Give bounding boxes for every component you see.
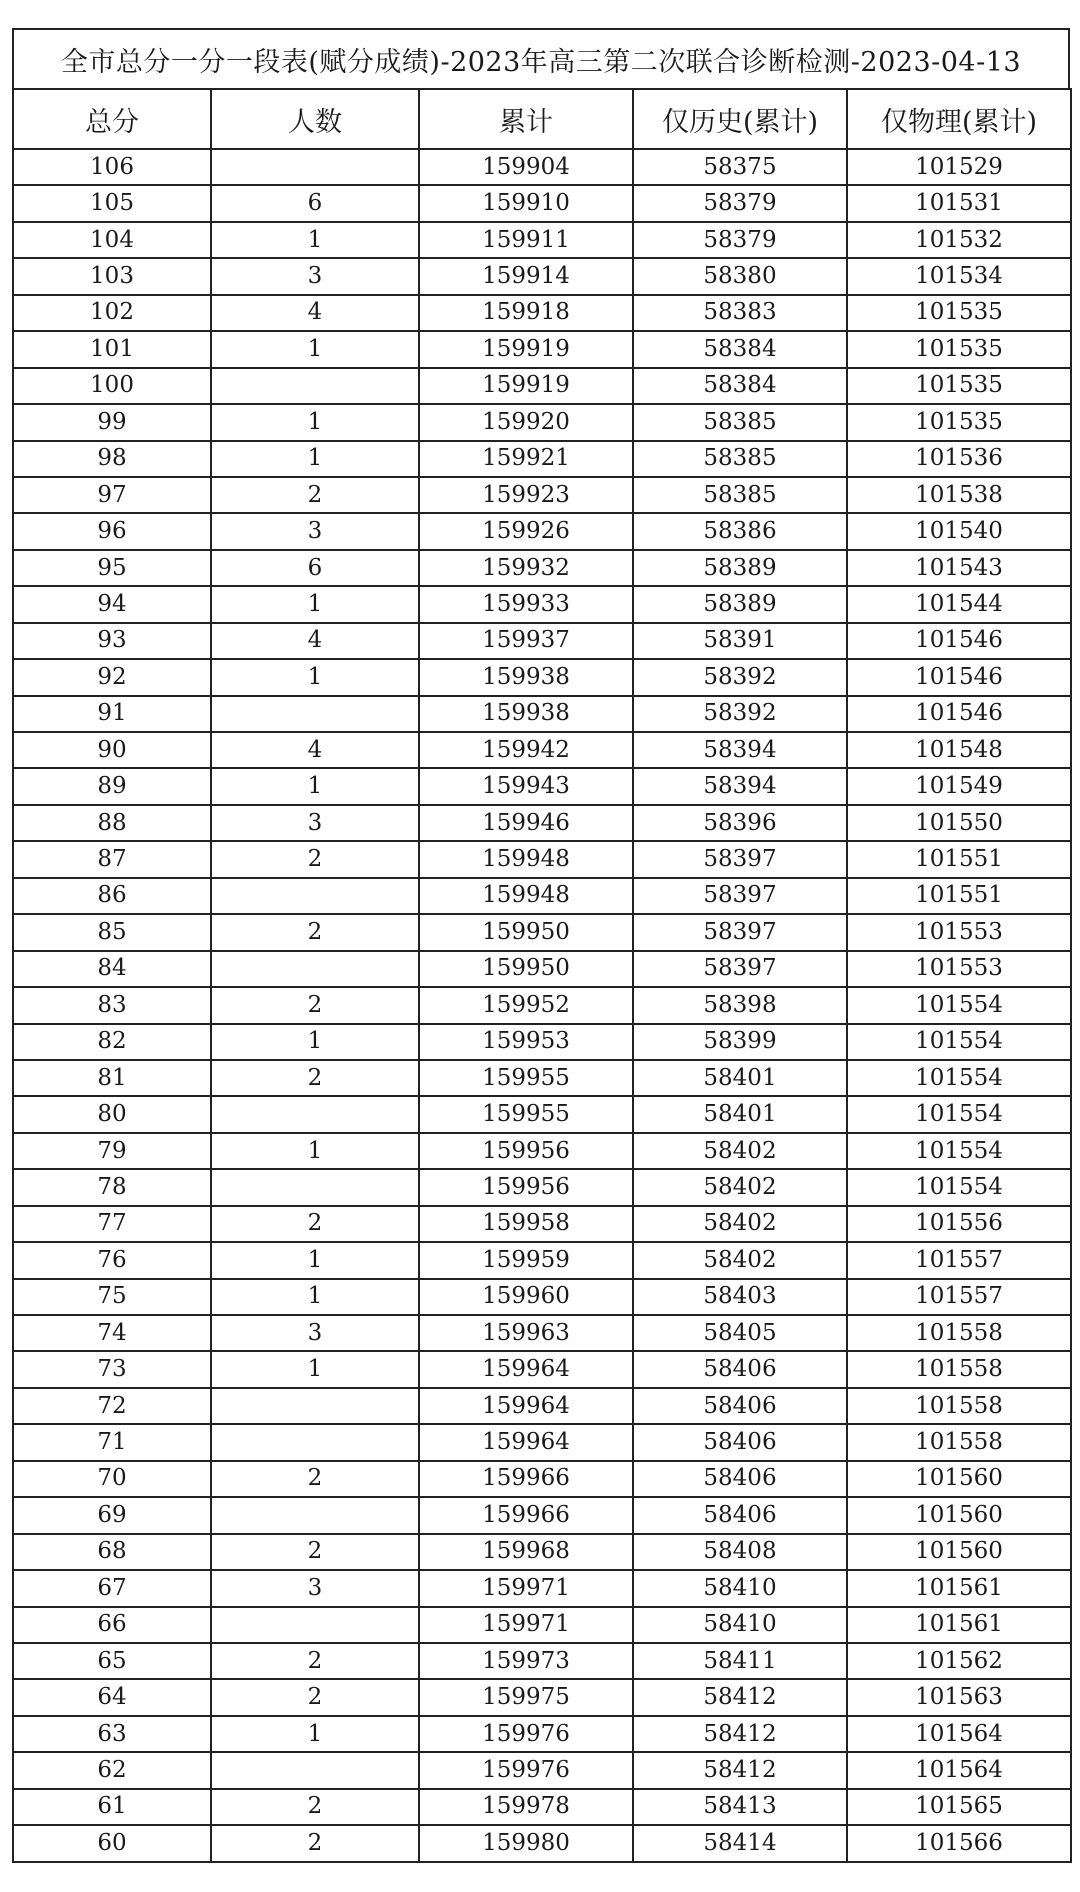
- cell-history-cumulative: 58402: [633, 1133, 847, 1169]
- cell-total-score: 71: [13, 1424, 211, 1460]
- table-row: [13, 258, 1071, 294]
- cell-history-cumulative: 58396: [633, 805, 847, 841]
- cell-total-score: 60: [13, 1825, 211, 1861]
- cell-count: 1: [211, 1133, 419, 1169]
- cell-cumulative: 159976: [419, 1752, 633, 1788]
- cell-physics-cumulative: 101540: [847, 513, 1071, 549]
- cell-total-score: 94: [13, 586, 211, 622]
- cell-physics-cumulative: 101534: [847, 258, 1071, 294]
- cell-physics-cumulative: 101554: [847, 1096, 1071, 1132]
- cell-count: [211, 1497, 419, 1533]
- cell-total-score: 78: [13, 1169, 211, 1205]
- cell-cumulative: 159964: [419, 1351, 633, 1387]
- cell-total-score: 68: [13, 1534, 211, 1570]
- cell-history-cumulative: 58401: [633, 1096, 847, 1132]
- cell-count: [211, 696, 419, 732]
- header-count: 人数: [211, 89, 419, 149]
- cell-history-cumulative: 58414: [633, 1825, 847, 1861]
- cell-physics-cumulative: 101561: [847, 1607, 1071, 1643]
- cell-cumulative: 159978: [419, 1789, 633, 1825]
- cell-physics-cumulative: 101557: [847, 1242, 1071, 1278]
- table-row: [13, 1461, 1071, 1497]
- cell-total-score: 67: [13, 1570, 211, 1606]
- table-row: [13, 1096, 1071, 1132]
- cell-count: [211, 951, 419, 987]
- cell-count: 4: [211, 295, 419, 331]
- cell-cumulative: 159946: [419, 805, 633, 841]
- table-row: [13, 1789, 1071, 1825]
- cell-history-cumulative: 58383: [633, 295, 847, 331]
- table-row: [13, 295, 1071, 331]
- cell-count: 1: [211, 222, 419, 258]
- cell-history-cumulative: 58410: [633, 1607, 847, 1643]
- cell-physics-cumulative: 101558: [847, 1351, 1071, 1387]
- cell-cumulative: 159953: [419, 1024, 633, 1060]
- cell-count: 2: [211, 477, 419, 513]
- cell-total-score: 105: [13, 185, 211, 221]
- cell-physics-cumulative: 101566: [847, 1825, 1071, 1861]
- cell-cumulative: 159919: [419, 368, 633, 404]
- cell-physics-cumulative: 101550: [847, 805, 1071, 841]
- cell-history-cumulative: 58399: [633, 1024, 847, 1060]
- cell-history-cumulative: 58398: [633, 987, 847, 1023]
- cell-cumulative: 159904: [419, 149, 633, 185]
- cell-cumulative: 159956: [419, 1133, 633, 1169]
- cell-count: 1: [211, 768, 419, 804]
- cell-total-score: 61: [13, 1789, 211, 1825]
- cell-history-cumulative: 58412: [633, 1752, 847, 1788]
- cell-physics-cumulative: 101558: [847, 1315, 1071, 1351]
- table-row: [13, 149, 1071, 185]
- cell-count: [211, 1752, 419, 1788]
- table-row: [13, 1242, 1071, 1278]
- table-row: [13, 1388, 1071, 1424]
- cell-physics-cumulative: 101556: [847, 1206, 1071, 1242]
- cell-count: 1: [211, 1279, 419, 1315]
- cell-total-score: 87: [13, 841, 211, 877]
- table-row: [13, 550, 1071, 586]
- cell-cumulative: 159918: [419, 295, 633, 331]
- header-total-score: 总分: [13, 89, 211, 149]
- cell-total-score: 106: [13, 149, 211, 185]
- cell-cumulative: 159948: [419, 841, 633, 877]
- cell-count: [211, 1424, 419, 1460]
- cell-physics-cumulative: 101543: [847, 550, 1071, 586]
- cell-total-score: 102: [13, 295, 211, 331]
- table-row: [13, 368, 1071, 404]
- cell-history-cumulative: 58380: [633, 258, 847, 294]
- cell-physics-cumulative: 101535: [847, 331, 1071, 367]
- cell-cumulative: 159921: [419, 441, 633, 477]
- cell-total-score: 70: [13, 1461, 211, 1497]
- table-row: [13, 1570, 1071, 1606]
- cell-cumulative: 159932: [419, 550, 633, 586]
- cell-history-cumulative: 58391: [633, 623, 847, 659]
- cell-total-score: 63: [13, 1716, 211, 1752]
- header-history-cumulative: 仅历史(累计): [633, 89, 847, 149]
- cell-history-cumulative: 58406: [633, 1351, 847, 1387]
- cell-count: [211, 1096, 419, 1132]
- cell-physics-cumulative: 101532: [847, 222, 1071, 258]
- table-row: [13, 1060, 1071, 1096]
- table-row: [13, 987, 1071, 1023]
- cell-count: [211, 368, 419, 404]
- cell-physics-cumulative: 101561: [847, 1570, 1071, 1606]
- table-row: [13, 1024, 1071, 1060]
- cell-cumulative: 159920: [419, 404, 633, 440]
- cell-physics-cumulative: 101538: [847, 477, 1071, 513]
- cell-total-score: 80: [13, 1096, 211, 1132]
- cell-total-score: 104: [13, 222, 211, 258]
- cell-history-cumulative: 58394: [633, 768, 847, 804]
- cell-cumulative: 159943: [419, 768, 633, 804]
- table-row: [13, 1679, 1071, 1715]
- cell-count: 3: [211, 1315, 419, 1351]
- cell-total-score: 103: [13, 258, 211, 294]
- cell-cumulative: 159919: [419, 331, 633, 367]
- cell-count: 3: [211, 258, 419, 294]
- cell-total-score: 95: [13, 550, 211, 586]
- cell-cumulative: 159911: [419, 222, 633, 258]
- table-title: 全市总分一分一段表(赋分成绩)-2023年高三第二次联合诊断检测-2023-04-13: [12, 28, 1070, 88]
- cell-cumulative: 159952: [419, 987, 633, 1023]
- cell-count: 1: [211, 404, 419, 440]
- cell-count: 2: [211, 1789, 419, 1825]
- cell-history-cumulative: 58392: [633, 696, 847, 732]
- cell-cumulative: 159964: [419, 1388, 633, 1424]
- cell-count: 1: [211, 1716, 419, 1752]
- table-row: [13, 1351, 1071, 1387]
- cell-cumulative: 159959: [419, 1242, 633, 1278]
- cell-history-cumulative: 58385: [633, 404, 847, 440]
- cell-count: [211, 1169, 419, 1205]
- header-physics-cumulative: 仅物理(累计): [847, 89, 1071, 149]
- cell-cumulative: 159923: [419, 477, 633, 513]
- table-row: [13, 951, 1071, 987]
- score-distribution-sheet: [12, 28, 1070, 1863]
- cell-cumulative: 159955: [419, 1060, 633, 1096]
- cell-cumulative: 159933: [419, 586, 633, 622]
- cell-history-cumulative: 58402: [633, 1206, 847, 1242]
- cell-total-score: 75: [13, 1279, 211, 1315]
- cell-total-score: 97: [13, 477, 211, 513]
- table-row: [13, 404, 1071, 440]
- cell-count: 3: [211, 1570, 419, 1606]
- cell-total-score: 81: [13, 1060, 211, 1096]
- cell-physics-cumulative: 101548: [847, 732, 1071, 768]
- cell-total-score: 99: [13, 404, 211, 440]
- cell-cumulative: 159973: [419, 1643, 633, 1679]
- cell-count: 2: [211, 1534, 419, 1570]
- cell-physics-cumulative: 101560: [847, 1534, 1071, 1570]
- cell-total-score: 86: [13, 878, 211, 914]
- cell-cumulative: 159910: [419, 185, 633, 221]
- cell-cumulative: 159966: [419, 1497, 633, 1533]
- cell-total-score: 96: [13, 513, 211, 549]
- table-row: [13, 1206, 1071, 1242]
- cell-physics-cumulative: 101557: [847, 1279, 1071, 1315]
- cell-total-score: 84: [13, 951, 211, 987]
- cell-history-cumulative: 58411: [633, 1643, 847, 1679]
- cell-count: 2: [211, 987, 419, 1023]
- table-row: [13, 477, 1071, 513]
- cell-total-score: 79: [13, 1133, 211, 1169]
- cell-total-score: 100: [13, 368, 211, 404]
- cell-physics-cumulative: 101560: [847, 1461, 1071, 1497]
- table-row: [13, 841, 1071, 877]
- table-row: [13, 1643, 1071, 1679]
- cell-physics-cumulative: 101536: [847, 441, 1071, 477]
- cell-count: 1: [211, 586, 419, 622]
- cell-physics-cumulative: 101563: [847, 1679, 1071, 1715]
- cell-history-cumulative: 58406: [633, 1424, 847, 1460]
- cell-physics-cumulative: 101554: [847, 1060, 1071, 1096]
- cell-cumulative: 159968: [419, 1534, 633, 1570]
- cell-cumulative: 159955: [419, 1096, 633, 1132]
- score-table: [12, 88, 1072, 1863]
- cell-count: 2: [211, 1206, 419, 1242]
- cell-count: 1: [211, 1242, 419, 1278]
- cell-history-cumulative: 58386: [633, 513, 847, 549]
- cell-physics-cumulative: 101546: [847, 659, 1071, 695]
- cell-history-cumulative: 58379: [633, 185, 847, 221]
- cell-cumulative: 159964: [419, 1424, 633, 1460]
- cell-total-score: 76: [13, 1242, 211, 1278]
- cell-history-cumulative: 58408: [633, 1534, 847, 1570]
- cell-cumulative: 159971: [419, 1607, 633, 1643]
- cell-physics-cumulative: 101551: [847, 841, 1071, 877]
- cell-cumulative: 159950: [419, 914, 633, 950]
- cell-count: 3: [211, 805, 419, 841]
- cell-count: 1: [211, 659, 419, 695]
- cell-total-score: 93: [13, 623, 211, 659]
- cell-cumulative: 159938: [419, 659, 633, 695]
- cell-physics-cumulative: 101535: [847, 404, 1071, 440]
- cell-cumulative: 159926: [419, 513, 633, 549]
- table-row: [13, 1424, 1071, 1460]
- cell-physics-cumulative: 101554: [847, 1133, 1071, 1169]
- cell-total-score: 64: [13, 1679, 211, 1715]
- cell-count: 3: [211, 513, 419, 549]
- cell-total-score: 73: [13, 1351, 211, 1387]
- cell-history-cumulative: 58401: [633, 1060, 847, 1096]
- table-row: [13, 732, 1071, 768]
- cell-physics-cumulative: 101553: [847, 914, 1071, 950]
- table-row: [13, 1279, 1071, 1315]
- cell-history-cumulative: 58406: [633, 1497, 847, 1533]
- cell-history-cumulative: 58410: [633, 1570, 847, 1606]
- cell-history-cumulative: 58389: [633, 550, 847, 586]
- cell-history-cumulative: 58406: [633, 1461, 847, 1497]
- cell-total-score: 85: [13, 914, 211, 950]
- cell-physics-cumulative: 101558: [847, 1388, 1071, 1424]
- table-row: [13, 1825, 1071, 1861]
- cell-history-cumulative: 58379: [633, 222, 847, 258]
- cell-history-cumulative: 58402: [633, 1169, 847, 1205]
- cell-cumulative: 159914: [419, 258, 633, 294]
- cell-total-score: 88: [13, 805, 211, 841]
- cell-count: 6: [211, 550, 419, 586]
- cell-total-score: 77: [13, 1206, 211, 1242]
- cell-total-score: 91: [13, 696, 211, 732]
- cell-cumulative: 159975: [419, 1679, 633, 1715]
- table-row: [13, 659, 1071, 695]
- cell-count: [211, 1388, 419, 1424]
- cell-count: 1: [211, 1351, 419, 1387]
- cell-physics-cumulative: 101546: [847, 623, 1071, 659]
- table-row: [13, 623, 1071, 659]
- header-cumulative: 累计: [419, 89, 633, 149]
- table-row: [13, 185, 1071, 221]
- cell-physics-cumulative: 101531: [847, 185, 1071, 221]
- table-row: [13, 331, 1071, 367]
- cell-count: 1: [211, 441, 419, 477]
- cell-count: 4: [211, 623, 419, 659]
- cell-physics-cumulative: 101564: [847, 1716, 1071, 1752]
- cell-total-score: 90: [13, 732, 211, 768]
- cell-cumulative: 159958: [419, 1206, 633, 1242]
- table-row: [13, 1497, 1071, 1533]
- cell-history-cumulative: 58405: [633, 1315, 847, 1351]
- header-row: [13, 89, 1071, 149]
- cell-count: [211, 878, 419, 914]
- cell-physics-cumulative: 101529: [847, 149, 1071, 185]
- cell-total-score: 72: [13, 1388, 211, 1424]
- cell-cumulative: 159963: [419, 1315, 633, 1351]
- table-row: [13, 1716, 1071, 1752]
- cell-history-cumulative: 58397: [633, 841, 847, 877]
- cell-physics-cumulative: 101535: [847, 295, 1071, 331]
- cell-cumulative: 159948: [419, 878, 633, 914]
- cell-cumulative: 159966: [419, 1461, 633, 1497]
- table-row: [13, 914, 1071, 950]
- cell-physics-cumulative: 101535: [847, 368, 1071, 404]
- cell-cumulative: 159980: [419, 1825, 633, 1861]
- cell-history-cumulative: 58412: [633, 1716, 847, 1752]
- cell-physics-cumulative: 101564: [847, 1752, 1071, 1788]
- cell-physics-cumulative: 101560: [847, 1497, 1071, 1533]
- cell-physics-cumulative: 101554: [847, 987, 1071, 1023]
- cell-count: 2: [211, 1825, 419, 1861]
- cell-history-cumulative: 58392: [633, 659, 847, 695]
- cell-history-cumulative: 58403: [633, 1279, 847, 1315]
- cell-cumulative: 159950: [419, 951, 633, 987]
- cell-count: 2: [211, 841, 419, 877]
- cell-physics-cumulative: 101546: [847, 696, 1071, 732]
- cell-count: 2: [211, 1679, 419, 1715]
- cell-physics-cumulative: 101551: [847, 878, 1071, 914]
- cell-count: 1: [211, 331, 419, 367]
- cell-total-score: 98: [13, 441, 211, 477]
- cell-physics-cumulative: 101558: [847, 1424, 1071, 1460]
- cell-cumulative: 159971: [419, 1570, 633, 1606]
- cell-history-cumulative: 58384: [633, 331, 847, 367]
- cell-count: [211, 1607, 419, 1643]
- table-row: [13, 441, 1071, 477]
- cell-total-score: 66: [13, 1607, 211, 1643]
- cell-total-score: 82: [13, 1024, 211, 1060]
- cell-history-cumulative: 58375: [633, 149, 847, 185]
- cell-physics-cumulative: 101565: [847, 1789, 1071, 1825]
- cell-history-cumulative: 58397: [633, 878, 847, 914]
- cell-history-cumulative: 58385: [633, 477, 847, 513]
- cell-total-score: 89: [13, 768, 211, 804]
- cell-history-cumulative: 58397: [633, 951, 847, 987]
- table-row: [13, 586, 1071, 622]
- table-row: [13, 768, 1071, 804]
- cell-total-score: 92: [13, 659, 211, 695]
- cell-history-cumulative: 58385: [633, 441, 847, 477]
- cell-history-cumulative: 58394: [633, 732, 847, 768]
- cell-count: 1: [211, 1024, 419, 1060]
- cell-count: 2: [211, 1461, 419, 1497]
- cell-count: 2: [211, 914, 419, 950]
- cell-history-cumulative: 58406: [633, 1388, 847, 1424]
- cell-count: 4: [211, 732, 419, 768]
- cell-history-cumulative: 58397: [633, 914, 847, 950]
- cell-cumulative: 159938: [419, 696, 633, 732]
- cell-total-score: 83: [13, 987, 211, 1023]
- table-body: [13, 149, 1071, 1862]
- cell-count: 6: [211, 185, 419, 221]
- table-row: [13, 513, 1071, 549]
- cell-physics-cumulative: 101554: [847, 1024, 1071, 1060]
- cell-cumulative: 159960: [419, 1279, 633, 1315]
- cell-total-score: 74: [13, 1315, 211, 1351]
- cell-cumulative: 159937: [419, 623, 633, 659]
- cell-history-cumulative: 58389: [633, 586, 847, 622]
- cell-physics-cumulative: 101544: [847, 586, 1071, 622]
- cell-physics-cumulative: 101554: [847, 1169, 1071, 1205]
- cell-history-cumulative: 58384: [633, 368, 847, 404]
- cell-cumulative: 159956: [419, 1169, 633, 1205]
- table-row: [13, 1315, 1071, 1351]
- cell-count: 2: [211, 1060, 419, 1096]
- cell-cumulative: 159942: [419, 732, 633, 768]
- table-row: [13, 222, 1071, 258]
- table-row: [13, 1607, 1071, 1643]
- cell-total-score: 62: [13, 1752, 211, 1788]
- table-row: [13, 1169, 1071, 1205]
- cell-cumulative: 159976: [419, 1716, 633, 1752]
- table-row: [13, 1534, 1071, 1570]
- cell-physics-cumulative: 101562: [847, 1643, 1071, 1679]
- cell-history-cumulative: 58402: [633, 1242, 847, 1278]
- table-row: [13, 805, 1071, 841]
- table-row: [13, 696, 1071, 732]
- cell-count: [211, 149, 419, 185]
- table-row: [13, 1133, 1071, 1169]
- table-row: [13, 1752, 1071, 1788]
- cell-count: 2: [211, 1643, 419, 1679]
- table-row: [13, 878, 1071, 914]
- cell-total-score: 69: [13, 1497, 211, 1533]
- cell-total-score: 65: [13, 1643, 211, 1679]
- cell-physics-cumulative: 101549: [847, 768, 1071, 804]
- cell-history-cumulative: 58412: [633, 1679, 847, 1715]
- cell-history-cumulative: 58413: [633, 1789, 847, 1825]
- cell-total-score: 101: [13, 331, 211, 367]
- cell-physics-cumulative: 101553: [847, 951, 1071, 987]
